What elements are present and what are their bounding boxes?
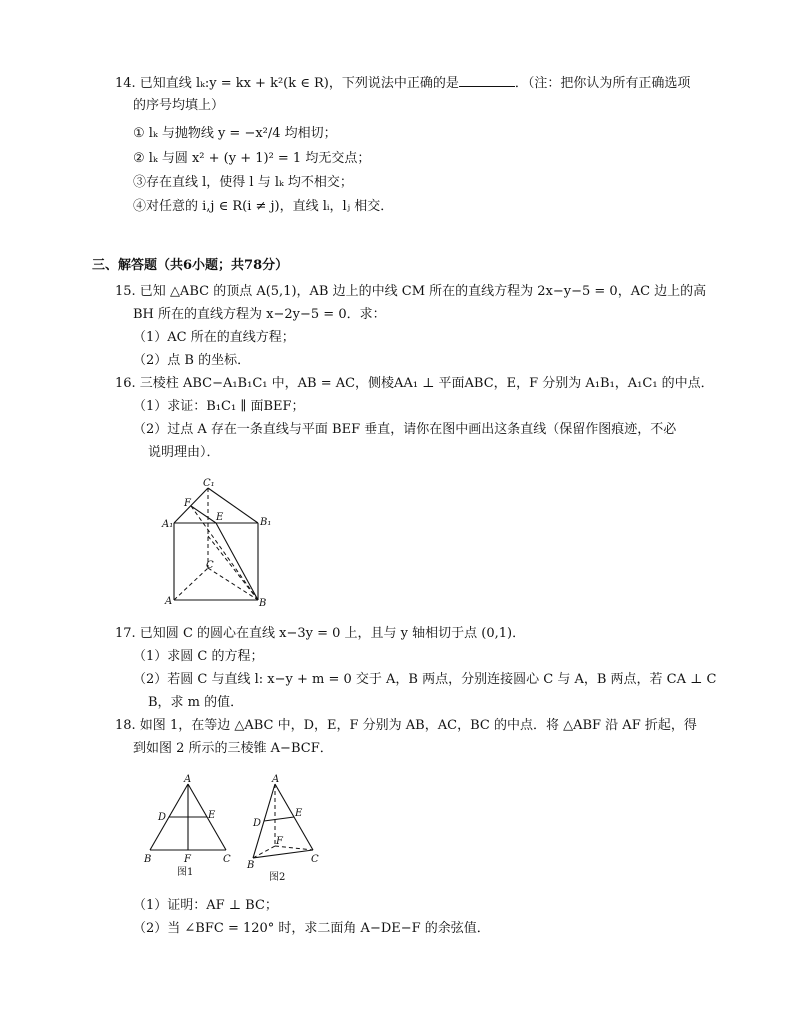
q16-part-2-line1: （2）过点 A 存在一条直线与平面 BEF 垂直，请你在图中画出这条直线（保留作图痕迹，不必	[133, 422, 677, 437]
q14-answer-blank	[459, 74, 515, 87]
prism-segment-eb	[216, 523, 258, 600]
fig2-caption: 图2	[269, 872, 286, 883]
q14-option-2: ② lₖ 与圆 x² + (y + 1)² = 1 均无交点；	[133, 151, 371, 166]
q15-stem-line1: 15. 已知 △ABC 的顶点 A(5,1)，AB 边上的中线 CM 所在的直线方程为 2x−y−5 = 0，AC 边上的高	[115, 284, 707, 299]
label-a: A	[165, 596, 173, 607]
q17-part-1: （1）求圆 C 的方程；	[133, 649, 264, 664]
label-b1: B₁	[260, 517, 272, 528]
prism-edge-a1c1	[174, 488, 208, 523]
q15-stem-line2: BH 所在的直线方程为 x−2y−5 = 0．求：	[133, 307, 386, 322]
prism-hidden-aux	[208, 536, 258, 600]
label-b: B	[259, 598, 267, 609]
section-3-title: 三、解答题（共6小题；共78分）	[92, 258, 289, 273]
q14-stem-line2: 的序号均填上）	[133, 98, 225, 113]
fig1-label-d: D	[158, 812, 167, 823]
label-e: E	[216, 512, 224, 523]
prism-segment-fe	[191, 506, 216, 523]
q14-stem: 14. 已知直线 lₖ:y = kx + k²(k ∈ R)，下列说法中正确的是	[115, 76, 459, 91]
prism-figure	[160, 476, 280, 610]
q17-part-2-line2: B，求 m 的值．	[148, 695, 244, 710]
q14-option-1: ① lₖ 与抛物线 y = −x²/4 均相切；	[133, 126, 337, 141]
fig2-label-f: F	[276, 836, 283, 847]
q14-option-3: ③存在直线 l，使得 l 与 lₖ 均不相交；	[133, 175, 353, 190]
label-c: C	[206, 560, 214, 571]
prism-hidden-ac	[174, 568, 208, 600]
label-c1: C₁	[203, 478, 215, 489]
q16-part-1: （1）求证：B₁C₁ ∥ 面BEF；	[133, 399, 305, 414]
q18-stem-line1: 18. 如图 1，在等边 △ABC 中，D，E，F 分别为 AB，AC，BC 的中点．将 △ABF 沿 AF 折起，得	[115, 718, 697, 733]
figure-1-triangle	[140, 772, 240, 882]
q14-stem-line1	[115, 74, 690, 93]
fig2-label-b: B	[247, 860, 255, 871]
fig1-label-b: B	[144, 854, 152, 865]
q16-part-2-line2: 说明理由）．	[148, 445, 220, 460]
label-f: F	[184, 498, 191, 509]
fig1-label-f: F	[184, 854, 191, 865]
q15-part-1: （1）AC 所在的直线方程；	[133, 330, 295, 345]
q14-option-4: ④对任意的 i,j ∈ R(i ≠ j)，直线 lᵢ，lⱼ 相交．	[133, 199, 394, 214]
prism-hidden-fb	[191, 506, 258, 600]
fig2-label-c: C	[311, 854, 319, 865]
fig1-label-e: E	[208, 810, 216, 821]
prism-hidden-cb	[208, 568, 258, 600]
q15-part-2: （2）点 B 的坐标．	[133, 353, 251, 368]
q18-part-2: （2）当 ∠BFC = 120° 时，求二面角 A−DE−F 的余弦值．	[133, 921, 490, 936]
q18-part-1: （1）证明：AF ⊥ BC；	[133, 898, 278, 913]
figure-2-tetrahedron	[245, 772, 345, 888]
q14-stem-tail: ．（注：把你认为所有正确选项	[514, 76, 691, 91]
fig2-label-a: A	[272, 774, 280, 785]
label-a1: A₁	[162, 519, 174, 530]
fig1-label-c: C	[223, 854, 231, 865]
fig2-label-d: D	[253, 818, 262, 829]
q17-part-2-line1: （2）若圆 C 与直线 l: x−y + m = 0 交于 A，B 两点，分别连接圆心 C 与 A，B 两点，若 CA ⊥ C	[133, 672, 717, 687]
fig1-caption: 图1	[177, 867, 194, 878]
fig2-label-e: E	[295, 808, 303, 819]
fig2-edge-bc	[253, 850, 313, 858]
q16-stem: 16. 三棱柱 ABC−A₁B₁C₁ 中，AB = AC，侧棱AA₁ ⊥ 平面ABC，E，F 分别为 A₁B₁，A₁C₁ 的中点．	[115, 376, 714, 391]
fig1-label-a: A	[184, 774, 192, 785]
q17-stem: 17. 已知圆 C 的圆心在直线 x−3y = 0 上，且与 y 轴相切于点 (0,1)．	[115, 626, 526, 641]
q18-stem-line2: 到如图 2 所示的三棱锥 A−BCF．	[133, 741, 333, 756]
fig2-segment-de	[264, 817, 294, 821]
